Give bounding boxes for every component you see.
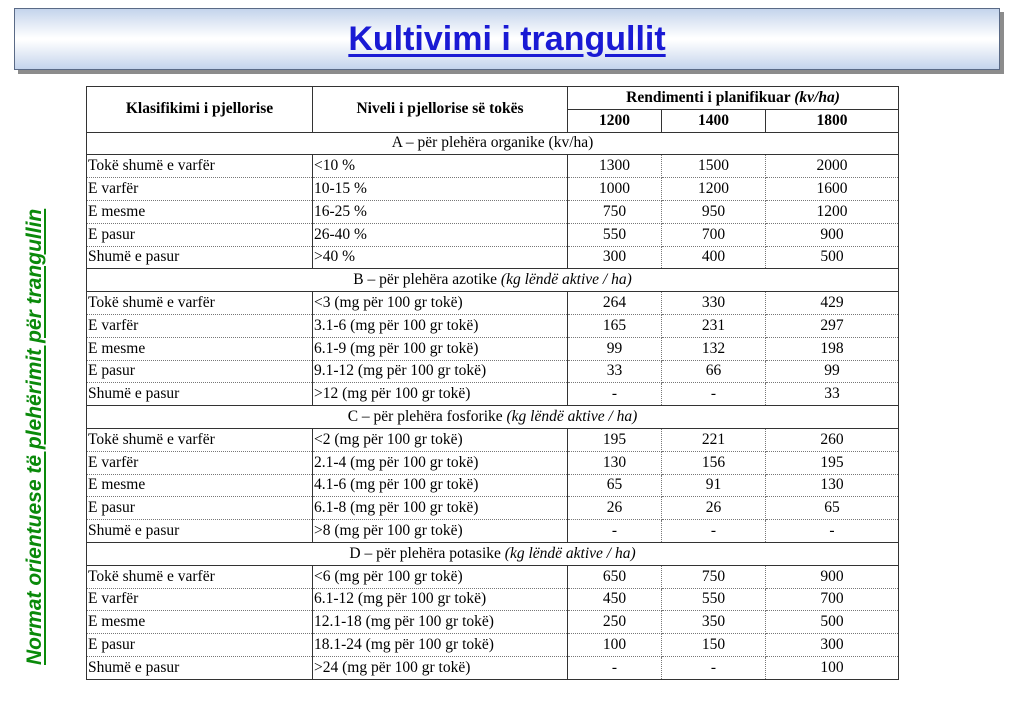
cell-classification: Tokë shumë e varfër xyxy=(87,565,313,588)
section-header xyxy=(87,406,899,429)
cell-yield-value: 99 xyxy=(766,360,899,383)
cell-level: <10 % xyxy=(313,155,568,178)
header-yield-label: Rendimenti i planifikuar xyxy=(626,88,791,106)
cell-classification: Shumë e pasur xyxy=(87,656,313,679)
cell-yield-value: 100 xyxy=(766,656,899,679)
cell-yield-value: 250 xyxy=(568,611,662,634)
cell-yield-value: 750 xyxy=(662,565,766,588)
table-row xyxy=(87,451,899,474)
cell-level: >12 (mg për 100 gr tokë) xyxy=(313,383,568,406)
cell-classification: E mesme xyxy=(87,337,313,360)
cell-yield-value: 500 xyxy=(766,611,899,634)
cell-yield-value: 165 xyxy=(568,314,662,337)
cell-yield-value: 1200 xyxy=(662,178,766,201)
title-bar xyxy=(14,8,1000,70)
cell-level: <6 (mg për 100 gr tokë) xyxy=(313,565,568,588)
cell-level: 10-15 % xyxy=(313,178,568,201)
cell-yield-value: 700 xyxy=(766,588,899,611)
cell-yield-value: 132 xyxy=(662,337,766,360)
cell-classification: E mesme xyxy=(87,474,313,497)
cell-yield-value: 264 xyxy=(568,292,662,315)
cell-classification: Tokë shumë e varfër xyxy=(87,155,313,178)
cell-yield-value: 1500 xyxy=(662,155,766,178)
cell-yield-value: 900 xyxy=(766,565,899,588)
cell-yield-value: 550 xyxy=(662,588,766,611)
cell-yield-value: - xyxy=(568,383,662,406)
cell-classification: E pasur xyxy=(87,634,313,657)
cell-level: 16-25 % xyxy=(313,200,568,223)
fertilization-norms-table xyxy=(86,86,899,680)
section-row xyxy=(87,132,899,155)
cell-yield-value: 26 xyxy=(662,497,766,520)
cell-classification: E varfër xyxy=(87,178,313,201)
cell-yield-value: 99 xyxy=(568,337,662,360)
cell-yield-value: 65 xyxy=(766,497,899,520)
cell-yield-value: - xyxy=(568,656,662,679)
cell-yield-value: 65 xyxy=(568,474,662,497)
section-row xyxy=(87,406,899,429)
section-title: C – për plehëra fosforike xyxy=(347,408,503,426)
cell-yield-value: 297 xyxy=(766,314,899,337)
cell-yield-value: 1200 xyxy=(766,200,899,223)
cell-level: >40 % xyxy=(313,246,568,269)
table-row xyxy=(87,565,899,588)
cell-yield-value: - xyxy=(662,656,766,679)
cell-classification: Shumë e pasur xyxy=(87,383,313,406)
section-title: B – për plehëra azotike xyxy=(353,271,498,289)
table-row xyxy=(87,520,899,543)
cell-yield-value: 66 xyxy=(662,360,766,383)
cell-yield-value: 26 xyxy=(568,497,662,520)
cell-level: 4.1-6 (mg për 100 gr tokë) xyxy=(313,474,568,497)
cell-level: 2.1-4 (mg për 100 gr tokë) xyxy=(313,451,568,474)
cell-yield-value: - xyxy=(568,520,662,543)
cell-yield-value: 231 xyxy=(662,314,766,337)
cell-classification: E pasur xyxy=(87,497,313,520)
table-row xyxy=(87,588,899,611)
cell-level: 9.1-12 (mg për 100 gr tokë) xyxy=(313,360,568,383)
table-row xyxy=(87,474,899,497)
table-row xyxy=(87,292,899,315)
cell-classification: E varfër xyxy=(87,588,313,611)
cell-yield-value: 550 xyxy=(568,223,662,246)
cell-yield-value: 130 xyxy=(568,451,662,474)
cell-classification: E pasur xyxy=(87,223,313,246)
table-row xyxy=(87,314,899,337)
table-row xyxy=(87,178,899,201)
cell-classification: Shumë e pasur xyxy=(87,246,313,269)
cell-yield-value: 350 xyxy=(662,611,766,634)
header-level: Niveli i pjellorise së tokës xyxy=(313,87,568,133)
cell-yield-value: 150 xyxy=(662,634,766,657)
section-unit: (kg lëndë aktive / ha) xyxy=(506,408,638,426)
cell-yield-value: 221 xyxy=(662,428,766,451)
cell-level: <2 (mg për 100 gr tokë) xyxy=(313,428,568,451)
cell-classification: Tokë shumë e varfër xyxy=(87,292,313,315)
cell-level: 3.1-6 (mg për 100 gr tokë) xyxy=(313,314,568,337)
cell-yield-value: 1600 xyxy=(766,178,899,201)
table-row xyxy=(87,246,899,269)
table-row xyxy=(87,223,899,246)
table-row xyxy=(87,383,899,406)
cell-classification: Tokë shumë e varfër xyxy=(87,428,313,451)
cell-yield-value: 130 xyxy=(766,474,899,497)
cell-yield-value: 91 xyxy=(662,474,766,497)
header-yield xyxy=(568,87,899,110)
table-row xyxy=(87,634,899,657)
cell-yield-value: - xyxy=(662,520,766,543)
table-row xyxy=(87,200,899,223)
cell-level: 6.1-8 (mg për 100 gr tokë) xyxy=(313,497,568,520)
cell-classification: E mesme xyxy=(87,611,313,634)
header-yield-2: 1400 xyxy=(662,109,766,132)
cell-level: 18.1-24 (mg për 100 gr tokë) xyxy=(313,634,568,657)
cell-yield-value: 900 xyxy=(766,223,899,246)
cell-level: >24 (mg për 100 gr tokë) xyxy=(313,656,568,679)
cell-yield-value: 1000 xyxy=(568,178,662,201)
section-header xyxy=(87,132,899,155)
section-unit: (kg lëndë aktive / ha) xyxy=(504,544,636,562)
cell-classification: E varfër xyxy=(87,451,313,474)
section-title: D – për plehëra potasike xyxy=(349,544,501,562)
cell-yield-value: 195 xyxy=(766,451,899,474)
side-title: Normat orientuese të plehërimit për trangullin xyxy=(23,208,46,665)
cell-yield-value: 750 xyxy=(568,200,662,223)
cell-yield-value: 300 xyxy=(568,246,662,269)
table-body xyxy=(87,132,899,679)
header-yield-1: 1200 xyxy=(568,109,662,132)
cell-yield-value: 1300 xyxy=(568,155,662,178)
cell-yield-value: 950 xyxy=(662,200,766,223)
table-row xyxy=(87,428,899,451)
cell-classification: Shumë e pasur xyxy=(87,520,313,543)
cell-yield-value: 700 xyxy=(662,223,766,246)
table-row xyxy=(87,611,899,634)
table-row xyxy=(87,360,899,383)
table-row xyxy=(87,656,899,679)
cell-classification: E mesme xyxy=(87,200,313,223)
table-row xyxy=(87,155,899,178)
cell-yield-value: 650 xyxy=(568,565,662,588)
cell-yield-value: 33 xyxy=(766,383,899,406)
cell-yield-value: 300 xyxy=(766,634,899,657)
table-row xyxy=(87,337,899,360)
cell-yield-value: - xyxy=(766,520,899,543)
section-unit: (kv/ha) xyxy=(548,134,594,152)
section-title: A – për plehëra organike xyxy=(391,134,545,152)
section-header xyxy=(87,269,899,292)
cell-yield-value: 260 xyxy=(766,428,899,451)
section-row xyxy=(87,542,899,565)
cell-level: 6.1-9 (mg për 100 gr tokë) xyxy=(313,337,568,360)
section-unit: (kg lëndë aktive / ha) xyxy=(500,271,632,289)
cell-yield-value: 156 xyxy=(662,451,766,474)
cell-level: 26-40 % xyxy=(313,223,568,246)
table-row xyxy=(87,497,899,520)
page-title: Kultivimi i trangullit xyxy=(348,19,666,58)
cell-yield-value: 400 xyxy=(662,246,766,269)
cell-yield-value: 2000 xyxy=(766,155,899,178)
cell-yield-value: 429 xyxy=(766,292,899,315)
cell-level: >8 (mg për 100 gr tokë) xyxy=(313,520,568,543)
cell-yield-value: 198 xyxy=(766,337,899,360)
header-yield-3: 1800 xyxy=(766,109,899,132)
cell-yield-value: 100 xyxy=(568,634,662,657)
section-row xyxy=(87,269,899,292)
header-yield-unit: (kv/ha) xyxy=(794,88,840,106)
cell-yield-value: 330 xyxy=(662,292,766,315)
header-classification: Klasifikimi i pjellorise xyxy=(87,87,313,133)
cell-level: <3 (mg për 100 gr tokë) xyxy=(313,292,568,315)
cell-yield-value: 195 xyxy=(568,428,662,451)
cell-yield-value: - xyxy=(662,383,766,406)
cell-yield-value: 500 xyxy=(766,246,899,269)
cell-level: 12.1-18 (mg për 100 gr tokë) xyxy=(313,611,568,634)
cell-yield-value: 33 xyxy=(568,360,662,383)
cell-yield-value: 450 xyxy=(568,588,662,611)
cell-classification: E pasur xyxy=(87,360,313,383)
cell-classification: E varfër xyxy=(87,314,313,337)
section-header xyxy=(87,542,899,565)
cell-level: 6.1-12 (mg për 100 gr tokë) xyxy=(313,588,568,611)
